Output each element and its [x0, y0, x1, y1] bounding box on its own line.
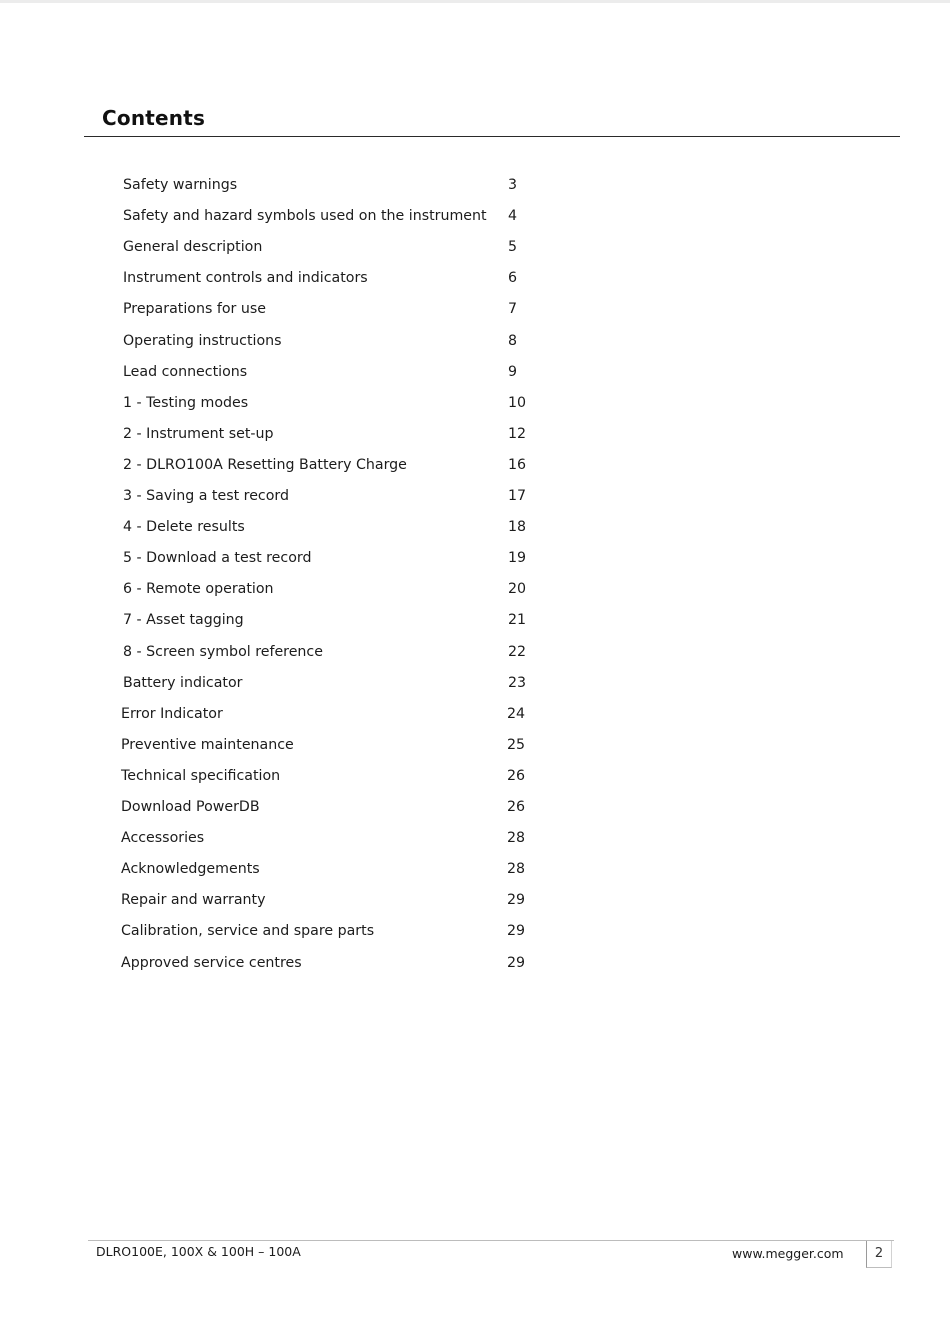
toc-entry-title: Calibration, service and spare parts	[121, 923, 375, 940]
toc-entry-title: Technical specification	[121, 767, 281, 784]
toc-entry[interactable]	[123, 267, 583, 289]
toc-entry-title: Repair and warranty	[121, 892, 266, 909]
footer-divider	[88, 1240, 894, 1241]
toc-entry[interactable]	[121, 952, 581, 974]
toc-entry[interactable]	[123, 485, 583, 507]
toc-entry[interactable]	[123, 392, 583, 414]
toc-entry-title: General description	[123, 239, 263, 256]
toc-entry-page: 19	[508, 550, 527, 567]
toc-entry[interactable]	[123, 641, 583, 663]
toc-entry-page: 25	[507, 736, 526, 753]
toc-entry-page: 21	[508, 612, 527, 629]
toc-entry-title: Preparations for use	[123, 301, 266, 318]
toc-entry[interactable]	[121, 920, 581, 942]
toc-entry-page: 23	[508, 674, 527, 691]
toc-entry-page: 16	[508, 456, 527, 473]
toc-entry-page: 28	[507, 861, 526, 878]
page-title: Contents	[102, 106, 206, 130]
toc-entry[interactable]	[123, 330, 583, 352]
toc-entry-title: 7 - Asset tagging	[123, 612, 244, 629]
toc-entry-title: Battery indicator	[123, 674, 243, 691]
toc-entry-title: 6 - Remote operation	[123, 581, 274, 598]
toc-entry[interactable]	[121, 703, 581, 725]
toc-entry-title: 2 - DLRO100A Resetting Battery Charge	[123, 456, 407, 473]
toc-entry[interactable]	[123, 578, 583, 600]
toc-entry[interactable]	[123, 609, 583, 631]
page-number: 2	[866, 1241, 892, 1268]
toc-entry-title: Instrument controls and indicators	[123, 270, 368, 287]
toc-entry-page: 20	[508, 581, 527, 598]
toc-entry-page: 28	[507, 830, 526, 847]
toc-entry[interactable]	[121, 765, 581, 787]
toc-entry[interactable]	[123, 454, 583, 476]
toc-entry-title: Operating instructions	[123, 332, 282, 349]
toc-entry-page: 22	[508, 643, 527, 660]
toc-entry[interactable]	[123, 672, 583, 694]
toc-entry[interactable]	[123, 174, 583, 196]
toc-entry-title: 8 - Screen symbol reference	[123, 643, 323, 660]
toc-entry-title: 4 - Delete results	[123, 519, 245, 536]
toc-entry-title: Lead connections	[123, 363, 248, 380]
toc-entry-title: Acknowledgements	[121, 861, 260, 878]
toc-entry[interactable]	[123, 361, 583, 383]
toc-entry-page: 24	[507, 705, 526, 722]
toc-entry[interactable]	[123, 298, 583, 320]
toc-entry-page: 12	[508, 425, 527, 442]
toc-entry-title: Accessories	[121, 830, 205, 847]
toc-entry[interactable]	[123, 547, 583, 569]
toc-entry-page: 10	[508, 394, 527, 411]
toc-entry[interactable]	[123, 423, 583, 445]
toc-entry-page: 4	[508, 208, 518, 225]
toc-entry[interactable]	[121, 734, 581, 756]
toc-entry-title: 1 - Testing modes	[123, 394, 249, 411]
toc-entry-title: 3 - Saving a test record	[123, 488, 289, 504]
toc-entry-title: 5 - Download a test record	[123, 550, 312, 567]
toc-entry[interactable]	[121, 827, 581, 849]
toc-entry[interactable]	[123, 205, 583, 227]
toc-entry[interactable]	[121, 796, 581, 818]
toc-entry-title: Download PowerDB	[121, 799, 260, 815]
toc-entry-page: 7	[508, 301, 518, 318]
toc-entry-title: Safety warnings	[123, 177, 238, 193]
toc-entry-title: Safety and hazard symbols used on the instrument	[123, 208, 487, 225]
toc-entry-title: 2 - Instrument set-up	[123, 425, 274, 442]
footer-website-link[interactable]: www.megger.com	[732, 1246, 844, 1261]
toc-entry-page: 29	[507, 923, 526, 940]
toc-entry-page: 26	[507, 767, 526, 784]
toc-entry-page: 18	[508, 519, 527, 536]
page-top-edge	[0, 0, 950, 3]
toc-entry-title: Error Indicator	[121, 705, 223, 722]
toc-entry-page: 29	[507, 892, 526, 909]
toc-entry-page: 29	[507, 954, 526, 971]
toc-entry-page: 5	[508, 239, 518, 256]
toc-entry-title: Preventive maintenance	[121, 736, 294, 753]
toc-entry-page: 3	[508, 177, 518, 193]
title-divider	[84, 136, 900, 137]
footer-model: DLRO100E, 100X & 100H – 100A	[96, 1244, 301, 1259]
toc-entry-page: 17	[508, 488, 527, 504]
toc-entry-title: Approved service centres	[121, 954, 302, 971]
toc-entry[interactable]	[121, 858, 581, 880]
toc-entry-page: 26	[507, 799, 526, 815]
toc-entry[interactable]	[123, 236, 583, 258]
toc-entry[interactable]	[121, 889, 581, 911]
toc-entry-page: 8	[508, 332, 518, 349]
toc-entry[interactable]	[123, 516, 583, 538]
toc-entry-page: 9	[508, 363, 518, 380]
toc-entry-page: 6	[508, 270, 518, 287]
